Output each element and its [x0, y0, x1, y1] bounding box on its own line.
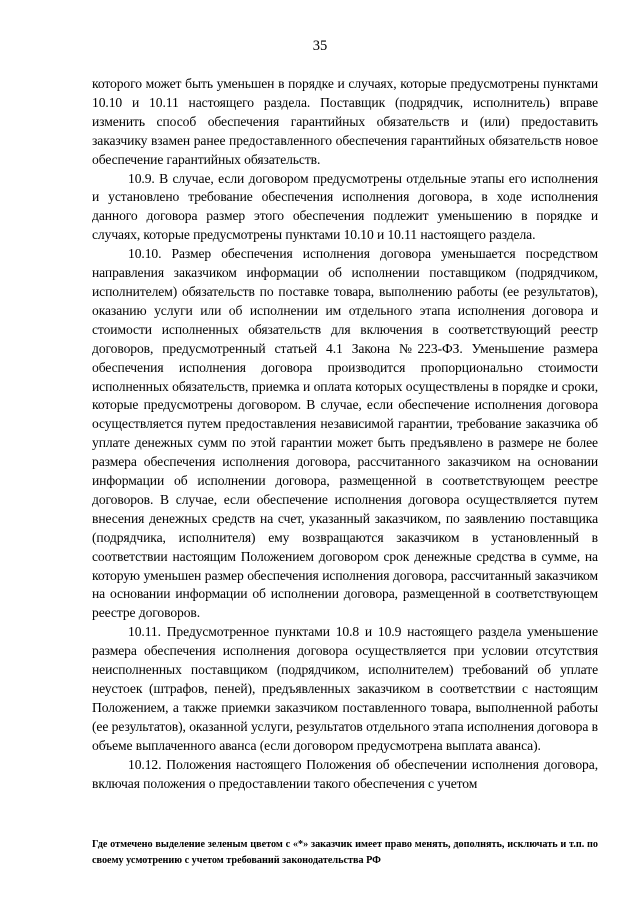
document-body	[92, 75, 598, 793]
paragraph-10-12: 10.12. Положения настоящего Положения об обеспечении исполнения договора, включая положения о предоставлении такого обеспечения с учетом	[92, 756, 598, 791]
footnote: Где отмечено выделение зеленым цветом с «*» заказчик имеет право менять, дополнять, исключать и т.п. по своему усмотрению с учетом требований законодательства РФ	[92, 839, 598, 866]
paragraph-10-9: 10.9. В случае, если договором предусмотрены отдельные этапы его исполнения и установлено требование обеспечения исполнения договора, в ходе исполнения данного договора размер этого обеспечения подлежит уменьшению в порядке и случаях, которые предусмотрены пунктами 10.10 и 10.11 настоящего раздела.	[92, 170, 598, 243]
paragraph-continuation: которого может быть уменьшен в порядке и случаях, которые предусмотрены пунктами 10.10 и 10.11 настоящего раздела. Поставщик (подрядчик, исполнитель) вправе изменить способ обеспечения гарантийных обязательств и (или) предоставить заказчику взамен ранее предоставленного обеспечения гарантийных обязательств новое обеспечение гарантийных обязательств.	[92, 76, 598, 167]
paragraph-10-11: 10.11. Предусмотренное пунктами 10.8 и 10.9 настоящего раздела уменьшение размера обеспечения исполнения договора осуществляется при условии отсутствия неисполненных поставщиком (подрядчиком, исполнителем) требований об уплате неустоек (штрафов, пеней), предъявленных заказчиком в соответствии с настоящим Положением, а также приемки заказчиком поставленного товара, выполненной работы (ее результатов), оказанной услуги, результатов отдельного этапа исполнения договора в объеме выплаченного аванса (если договором предусмотрена выплата аванса).	[92, 624, 598, 753]
paragraph-10-10: 10.10. Размер обеспечения исполнения договора уменьшается посредством направления заказчиком информации об исполнении поставщиком (подрядчиком, исполнителем) обязательств по поставке товара, выполнению работы (ее результатов), оказанию услуги или об исполнении им отдельного этапа исполнения договора и стоимости исполненных обязательств для включения в соответствующий реестр договоров, предусмотренный статьей 4.1 Закона №223-ФЗ. Уменьшение размера обеспечения исполнения договора производится пропорционально стоимости исполненных обязательств, приемка и оплата которых осуществлены в порядке и сроки, которые предусмотрены договором. В случае, если обеспечение исполнения договора осуществляется путем предоставления независимой гарантии, требование заказчика об уплате денежных сумм по этой гарантии может быть предъявлено в размере не более размера обеспечения исполнения договора, рассчитанного заказчиком на основании информации об исполнении договора, размещенной в соответствующем реестре договоров. В случае, если обеспечение исполнения договора осуществляется путем внесения денежных средств на счет, указанный заказчиком, по заявлению поставщика (подрядчика, исполнителя) ему возвращаются заказчиком в установленный в соответствии настоящим Положением договором срок денежные средства в сумме, на которую уменьшен размер обеспечения исполнения договора, рассчитанный заказчиком на основании информации об исполнении договора, размещенной в соответствующем реестре договоров.	[92, 246, 598, 621]
page-number: 35	[312, 38, 328, 54]
